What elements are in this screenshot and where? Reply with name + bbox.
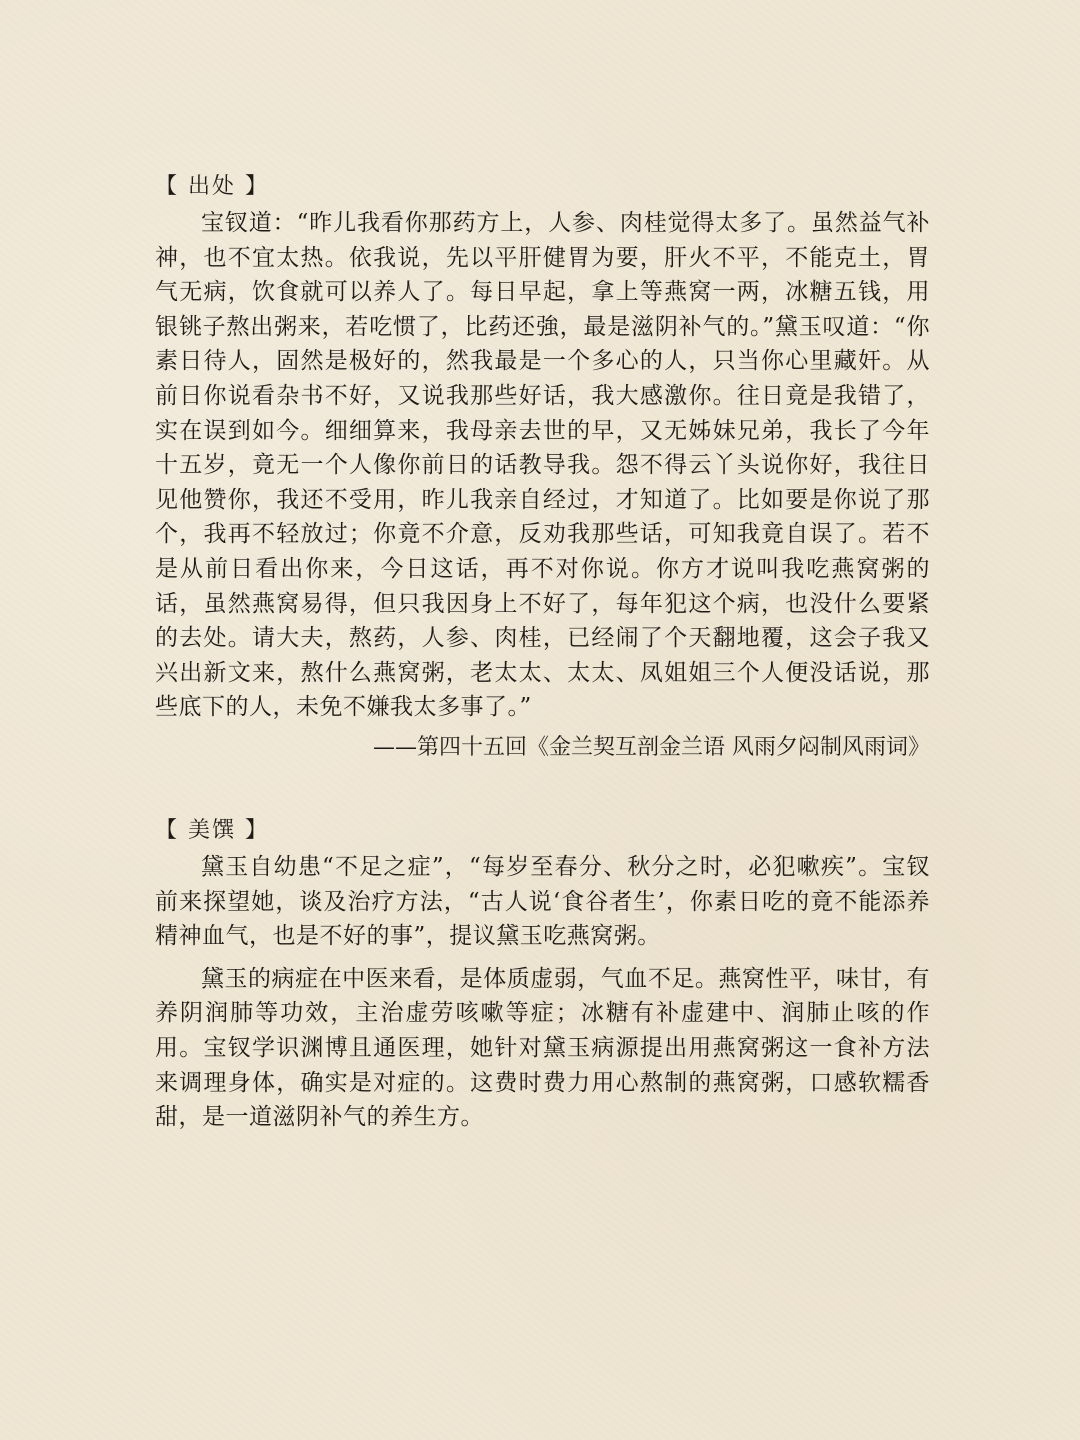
- recipe-section: [155, 816, 930, 1135]
- recipe-heading: 【 美馔 】: [155, 818, 269, 843]
- origin-section: [155, 172, 930, 765]
- recipe-paragraph-2: 黛玉的病症在中医来看，是体质虚弱，气血不足。燕窝性平，味甘，有养阴润肺等功效，主治虚劳咳嗽等症；冰糖有补虚建中、润肺止咳的作用。宝钗学识渊博且通医理，她针对黛玉病源提出用燕窝粥这一食补方法来调理身体，确实是对症的。这费时费力用心熬制的燕窝粥，口感软糯香甜，是一道滋阴补气的养生方。: [155, 965, 930, 1131]
- recipe-paragraph-1: 黛玉自幼患“不足之症”，“每岁至春分、秋分之时，必犯嗽疾”。宝钗前来探望她，谈及治疗方法，“古人说‘食谷者生’，你素日吃的竟不能添养精神血气，也是不好的事”，提议黛玉吃燕窝粥。: [155, 854, 930, 950]
- origin-heading: 【 出处 】: [155, 174, 269, 199]
- origin-citation: ——第四十五回《金兰契互剖金兰语 风雨夕闷制风雨词》: [373, 734, 930, 760]
- origin-quote-paragraph: 宝钗道：“昨儿我看你那药方上，人参、肉桂觉得太多了。虽然益气补神，也不宜太热。依我说，先以平肝健胃为要，肝火不平，不能克土，胃气无病，饮食就可以养人了。每日早起，拿上等燕窝一两，冰糖五钱，用银铫子熬出粥来，若吃惯了，比药还強，最是滋阴补气的。”黛玉叹道：“你素日待人，固然是极好的，然我最是一个多心的人，只当你心里藏奸。从前日你说看杂书不好，又说我那些好话，我大感激你。往日竟是我错了，实在误到如今。细细算来，我母亲去世的早，又无姊妹兄弟，我长了今年十五岁，竟无一个人像你前日的话教导我。怨不得云丫头说你好，我往日见他赞你，我还不受用，昨儿我亲自经过，才知道了。比如要是你说了那个，我再不轻放过；你竟不介意，反劝我那些话，可知我竟自误了。若不是从前日看出你来，今日这话，再不对你说。你方才说叫我吃燕窝粥的话，虽然燕窝易得，但只我因身上不好了，每年犯这个病，也没什么要紧的去处。请大夫，熬药，人参、肉桂，已经闹了个天翻地覆，这会子我又兴出新文来，熬什么燕窝粥，老太太、太太、凤姐姐三个人便没话说，那些底下的人，未免不嫌我太多事了。”: [155, 210, 930, 721]
